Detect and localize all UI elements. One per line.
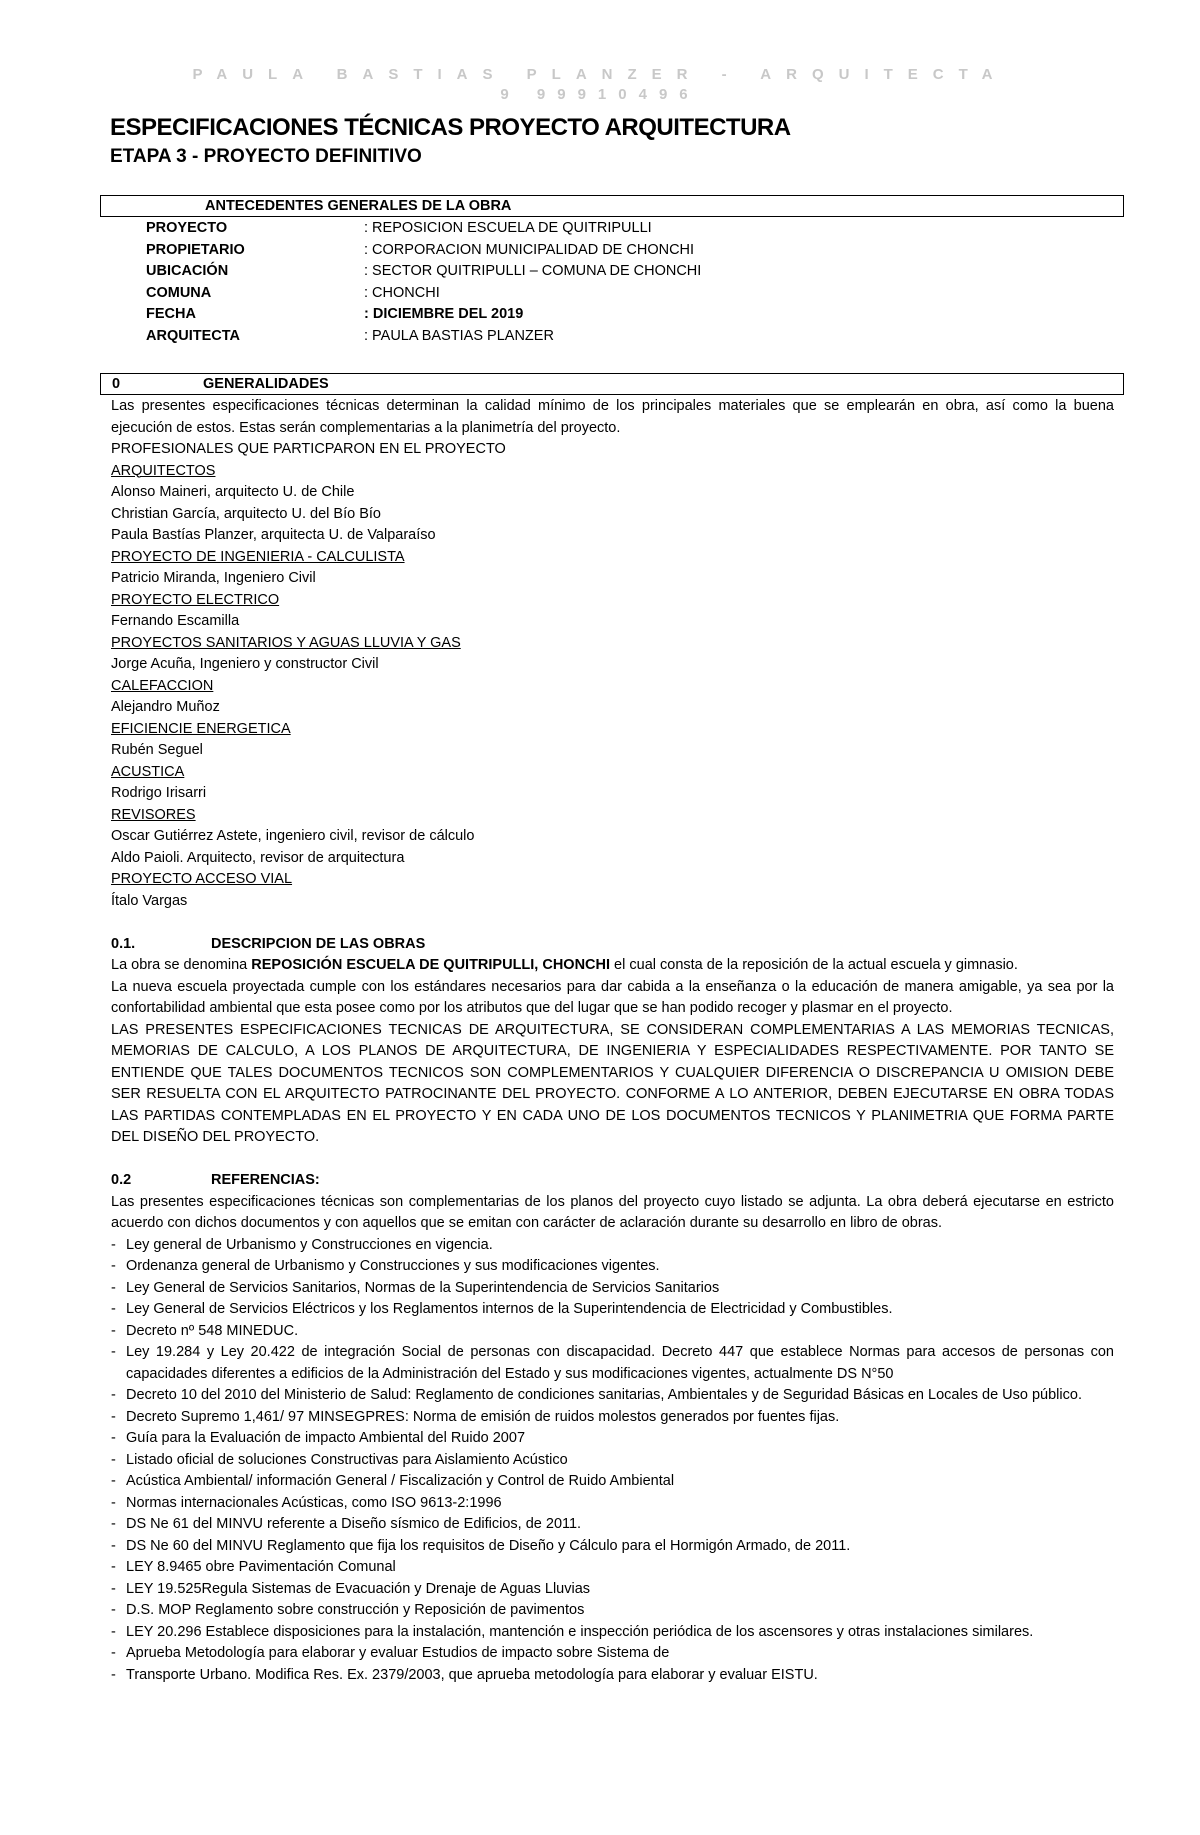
info-label: FECHA: [146, 306, 196, 322]
text-run: el cual consta de la reposición de la actual escuela y gimnasio.: [610, 957, 1018, 973]
header-phone: 9 99910496: [500, 86, 700, 103]
professional-name: Christian García, arquitecto U. del Bío Bío: [111, 505, 381, 522]
info-row: [146, 328, 1046, 350]
info-row: [146, 242, 1046, 264]
document-body: [111, 396, 1114, 1686]
group-title: PROYECTO ACCESO VIAL: [111, 871, 293, 887]
section-number: 0.1.: [111, 935, 136, 952]
descripcion-paragraph-3: LAS PRESENTES ESPECIFICACIONES TECNICAS DE ARQUITECTURA, SE CONSIDERAN COMPLEMENTARIAS A LAS MEMORIAS TECNICAS, MEMORIAS DE CALCULO, A LOS PLANOS DE ARQUITECTURA, DE INGENIERIA Y ESPECIALIDADES RESPECTIVAMENTE. POR TANTO SE ENTIENDE QUE TALES DOCUMENTOS TECNICOS SON COMPLEMENTARIOS Y CUALQUIER DIFERENCIA O DISCREPANCIA U OMISION DEBE SER RESUELTA CON EL ARQUITECTO PATROCINANTE DEL PROYECTO. CONFORME A LO ANTERIOR, DEBEN EJECUTARSE EN OBRA TODAS LAS PARTIDAS CONTEMPLADAS EN EL PROYECTO Y EN CADA UNO DE LOS DOCUMENTOS TECNICOS Y PLANIMETRIA QUE FORMA PARTE DEL DISEÑO DEL PROYECTO.: [111, 1021, 1114, 1145]
info-value: : PAULA BASTIAS PLANZER: [364, 327, 554, 344]
info-row: [146, 263, 1046, 285]
info-label: COMUNA: [146, 284, 212, 301]
group-title: CALEFACCION: [111, 677, 214, 694]
generalidades-heading-box: [100, 373, 1124, 395]
antecedentes-heading: ANTECEDENTES GENERALES DE LA OBRA: [205, 198, 512, 214]
generalidades-number: 0: [112, 376, 121, 392]
reference-item: - Acústica Ambiental/ información General / Fiscalización y Control de Ruido Ambiental: [111, 1471, 1114, 1493]
reference-item: - Ley General de Servicios Sanitarios, Normas de la Superintendencia de Servicios Sanitarios: [111, 1278, 1114, 1300]
reference-item: - Aprueba Metodología para elaborar y evaluar Estudios de impacto sobre Sistema de: [111, 1643, 1114, 1665]
reference-item: - Normas internacionales Acústicas, como ISO 9613-2:1996: [111, 1493, 1114, 1515]
reference-item: - Decreto nº 548 MINEDUC.: [111, 1321, 1114, 1343]
descripcion-paragraph-1: [111, 955, 1114, 977]
reference-item: - LEY 8.9465 obre Pavimentación Comunal: [111, 1557, 1114, 1579]
document-title: ESPECIFICACIONES TÉCNICAS PROYECTO ARQUITECTURA: [110, 114, 791, 141]
professional-name: Alejandro Muñoz: [111, 699, 220, 715]
document-subtitle: ETAPA 3 - PROYECTO DEFINITIVO: [110, 146, 422, 167]
group-title: EFICIENCIE ENERGETICA: [111, 720, 291, 737]
info-value: : REPOSICION ESCUELA DE QUITRIPULLI: [364, 220, 652, 236]
professional-name: Fernando Escamilla: [111, 613, 240, 629]
reference-item: - Ordenanza general de Urbanismo y Construcciones y sus modificaciones vigentes.: [111, 1256, 1114, 1278]
text-run: La obra se denomina: [111, 957, 252, 973]
professional-name: Jorge Acuña, Ingeniero y constructor Civil: [111, 656, 379, 672]
info-label: UBICACIÓN: [146, 263, 229, 279]
professionals-heading: PROFESIONALES QUE PARTICPARON EN EL PROYECTO: [111, 441, 506, 457]
info-value: : SECTOR QUITRIPULLI – COMUNA DE CHONCHI: [364, 263, 702, 279]
group-title: PROYECTO DE INGENIERIA - CALCULISTA: [111, 548, 405, 565]
info-value: : CHONCHI: [364, 284, 440, 301]
info-row: [146, 306, 1046, 328]
info-value: : CORPORACION MUNICIPALIDAD DE CHONCHI: [364, 241, 695, 258]
group-title: REVISORES: [111, 806, 196, 823]
group-title: ARQUITECTOS: [111, 462, 216, 479]
section-title: REFERENCIAS:: [211, 1172, 320, 1188]
reference-item: - Ley 19.284 y Ley 20.422 de integración Social de personas con discapacidad. Decreto 447 que establece Normas para accesos de personas con capacidades diferentes a edificios de la Administración del Estado y sus modificaciones vigentes, actualmente DS N°50: [111, 1342, 1114, 1385]
project-name-bold: REPOSICIÓN ESCUELA DE QUITRIPULLI, CHONCHI: [251, 957, 611, 973]
reference-item: - LEY 20.296 Establece disposiciones para la instalación, mantención e inspección periódica de los ascensores y otras instalaciones similares.: [111, 1622, 1114, 1644]
descripcion-heading: [111, 934, 1114, 956]
reference-item: - DS Ne 61 del MINVU referente a Diseño sísmico de Edificios, de 2011.: [111, 1514, 1114, 1536]
group-title: ACUSTICA: [111, 763, 185, 780]
referencias-heading: [111, 1170, 1114, 1192]
reference-item: - Ley general de Urbanismo y Construcciones en vigencia.: [111, 1235, 1114, 1257]
antecedentes-heading-box: [100, 195, 1124, 217]
reference-item: - DS Ne 60 del MINVU Reglamento que fija los requisitos de Diseño y Cálculo para el Hormigón Armado, de 2011.: [111, 1536, 1114, 1558]
professional-name: Patricio Miranda, Ingeniero Civil: [111, 570, 316, 586]
info-label: PROPIETARIO: [146, 241, 245, 258]
descripcion-paragraph-2: La nueva escuela proyectada cumple con los estándares necesarios para dar cabida a la enseñanza o la educación de manera amigable, ya sea por la confortabilidad ambiental que esta posee como por los atributos que del lugar que se han podido recoger y plasmar en el proyecto.: [111, 978, 1114, 1016]
reference-item: - Guía para la Evaluación de impacto Ambiental del Ruido 2007: [111, 1428, 1114, 1450]
professional-name: Aldo Paioli. Arquitecto, revisor de arquitectura: [111, 849, 405, 866]
reference-item: - Ley General de Servicios Eléctricos y los Reglamentos internos de la Superintendencia de Electricidad y Combustibles.: [111, 1299, 1114, 1321]
professional-name: Paula Bastías Planzer, arquitecta U. de Valparaíso: [111, 527, 436, 543]
reference-item: - Decreto 10 del 2010 del Ministerio de Salud: Reglamento de condiciones sanitarias, Ambientales y de Seguridad Básicas en Locales de Uso público.: [111, 1385, 1114, 1407]
info-value: : DICIEMBRE DEL 2019: [364, 306, 524, 322]
spacer: [111, 1149, 1114, 1171]
reference-item: - Transporte Urbano. Modifica Res. Ex. 2379/2003, que aprueba metodología para elaborar y evaluar EISTU.: [111, 1665, 1114, 1687]
antecedentes-table: [146, 220, 1046, 349]
section-title: DESCRIPCION DE LAS OBRAS: [211, 935, 426, 952]
spacer: [111, 912, 1114, 934]
professional-name: Oscar Gutiérrez Astete, ingeniero civil, revisor de cálculo: [111, 828, 475, 844]
info-label: ARQUITECTA: [146, 327, 240, 344]
reference-item: - Decreto Supremo 1,461/ 97 MINSEGPRES: Norma de emisión de ruidos molestos generados por fuentes fijas.: [111, 1407, 1114, 1429]
group-title: PROYECTOS SANITARIOS Y AGUAS LLUVIA Y GAS: [111, 634, 461, 651]
generalidades-heading: GENERALIDADES: [203, 376, 329, 392]
generalidades-intro: Las presentes especificaciones técnicas determinan la calidad mínimo de los principales materiales que se emplearán en obra, así como la buena ejecución de estos. Estas serán complementarias a la planimetría del proyecto.: [111, 398, 1114, 436]
section-number: 0.2: [111, 1172, 132, 1188]
professional-name: Ítalo Vargas: [111, 892, 188, 909]
info-label: PROYECTO: [146, 220, 228, 236]
references-list: [111, 1235, 1114, 1687]
reference-item: - D.S. MOP Reglamento sobre construcción y Reposición de pavimentos: [111, 1600, 1114, 1622]
info-row: [146, 220, 1046, 242]
professional-name: Rubén Seguel: [111, 742, 203, 758]
reference-item: - Listado oficial de soluciones Constructivas para Aislamiento Acústico: [111, 1450, 1114, 1472]
referencias-intro: Las presentes especificaciones técnicas son complementarias de los planos del proyecto cuyo listado se adjunta. La obra deberá ejecutarse en estricto acuerdo con dichos documentos y con aquellos que se emitan con carácter de aclaración durante su desarrollo en libro de obras.: [111, 1193, 1114, 1231]
header-architect-name: PAULA BASTIAS PLANZER - ARQUITECTA: [192, 66, 1008, 83]
info-row: [146, 285, 1046, 307]
professional-name: Alonso Maineri, arquitecto U. de Chile: [111, 484, 355, 500]
professional-name: Rodrigo Irisarri: [111, 785, 207, 801]
group-title: PROYECTO ELECTRICO: [111, 591, 280, 608]
reference-item: - LEY 19.525Regula Sistemas de Evacuación y Drenaje de Aguas Lluvias: [111, 1579, 1114, 1601]
